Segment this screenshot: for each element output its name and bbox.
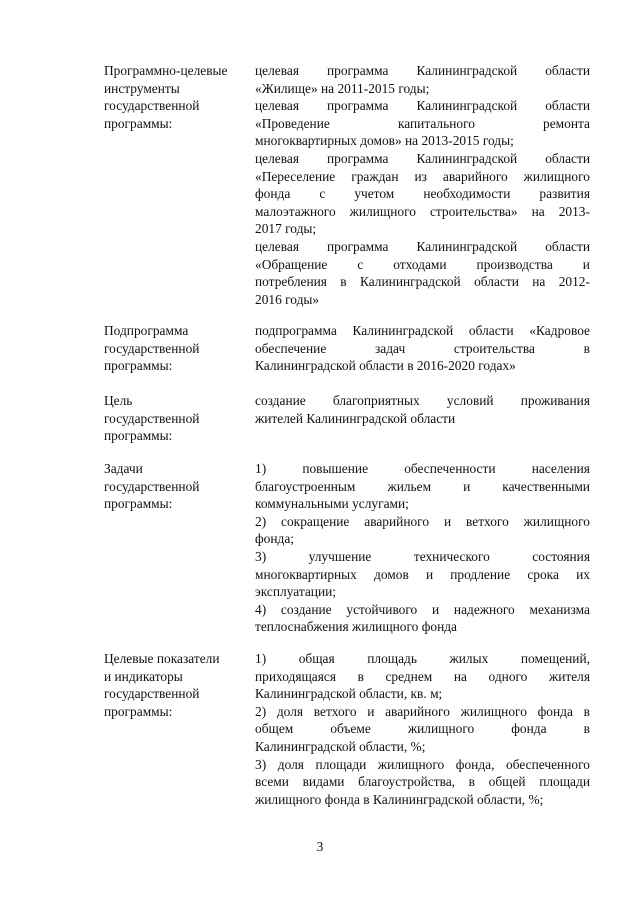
section-content [255, 460, 590, 636]
label-line: государственной [104, 98, 200, 114]
word: программа [326, 238, 389, 254]
word: 2012- [558, 274, 590, 290]
content-line [255, 97, 590, 115]
word: создание [255, 393, 306, 408]
word: в [468, 774, 475, 790]
label-line: Целевые показатели [104, 651, 220, 666]
word: устойчивого [346, 601, 418, 617]
content-line [255, 668, 590, 686]
word: Калининградской [359, 274, 461, 290]
word: на [453, 668, 467, 684]
label-line: Цель [104, 393, 133, 408]
word: ремонта [543, 115, 590, 131]
word: обеспеченного [506, 756, 590, 772]
word: 3) [255, 756, 267, 772]
content-line [255, 650, 590, 668]
content-line [255, 601, 590, 619]
word: жителя [548, 668, 590, 684]
section-content [255, 322, 590, 375]
word: среднем [385, 668, 433, 684]
word: надежного [453, 601, 515, 617]
word: на [531, 203, 545, 219]
content-line [255, 168, 590, 186]
word: повышение [302, 461, 369, 476]
word: ветхого [466, 513, 509, 529]
word: 1) [255, 461, 267, 476]
label-line: программы: [104, 358, 173, 374]
page-number: 3 [316, 839, 324, 854]
word: жилищного [377, 756, 445, 772]
content-line: «Жилище» на 2011-2015 годы; [255, 80, 430, 96]
word: площадь [367, 651, 417, 666]
word: площади [315, 756, 367, 772]
word: сокращение [281, 513, 350, 529]
word: в [583, 703, 590, 719]
word: создание [280, 601, 332, 617]
word: объеме [330, 721, 371, 737]
word: ветхого [313, 703, 357, 719]
word: механизма [529, 601, 590, 617]
word: «Проведение [255, 115, 330, 131]
word: целевая [255, 238, 299, 254]
content-line [255, 756, 590, 774]
word: «Обращение [255, 256, 328, 272]
word: с [319, 186, 326, 202]
word: строительства [453, 340, 535, 356]
content-line [255, 566, 590, 584]
word: фонда [255, 186, 291, 202]
content-line [255, 185, 590, 203]
content-line: эксплуатации; [255, 584, 337, 600]
section-label [104, 460, 244, 513]
word: в [583, 340, 590, 356]
word: малоэтажного [255, 203, 336, 219]
word: аварийного [364, 513, 430, 529]
word: целевая [255, 150, 299, 166]
word: благоприятных [332, 393, 420, 408]
content-line: теплоснабжения жилищного фонда [255, 619, 457, 635]
content-line [255, 720, 590, 738]
label-line: программы: [104, 703, 173, 719]
content-line: Калининградской области, кв. м; [255, 686, 443, 702]
word: всеми [255, 774, 289, 790]
word: области [474, 274, 519, 290]
word: 2) [255, 513, 267, 529]
content-line: Калининградской области в 2016-2020 годах» [255, 358, 516, 374]
content-line: фонда; [255, 531, 295, 547]
content-line [255, 392, 590, 410]
section-content [255, 392, 590, 427]
section-content [255, 62, 590, 308]
word: общая [298, 651, 335, 666]
word: жилищного [407, 721, 475, 737]
word: капитального [397, 115, 475, 131]
content-line: жилищного фонда в Калининградской области, %; [255, 791, 544, 807]
word: области [545, 98, 590, 114]
word: жилищного [460, 703, 527, 719]
word: одного [488, 668, 528, 684]
word: жильем [387, 478, 432, 494]
word: области [545, 238, 590, 254]
word: общей [488, 774, 526, 790]
content-line [255, 478, 590, 496]
word: строительства» [429, 203, 518, 219]
word: 2013- [558, 203, 590, 219]
word: необходимости [423, 186, 511, 202]
word: общем [255, 721, 294, 737]
content-line [255, 238, 590, 256]
word: благоустройства, [358, 774, 456, 790]
word: доля [277, 756, 304, 772]
word: и [367, 703, 375, 719]
word: учетом [354, 186, 395, 202]
content-line: многоквартирных домов» на 2013-2015 годы; [255, 133, 514, 149]
word: аварийного [442, 168, 508, 184]
word: жилищного [349, 203, 416, 219]
label-line: программы: [104, 428, 173, 444]
word: Калининградской [416, 238, 518, 254]
word: граждан [351, 168, 399, 184]
word: в [357, 668, 364, 684]
content-line [255, 115, 590, 133]
word: Калининградской [352, 323, 454, 338]
word: проживания [520, 393, 590, 408]
word: помещений, [520, 651, 590, 666]
word: «Переселение [255, 168, 336, 184]
content-line: 2016 годы» [255, 291, 320, 307]
word: области [545, 63, 590, 78]
word: 2) [255, 703, 267, 719]
word: приходящаяся [255, 668, 337, 684]
word: в [583, 721, 590, 737]
word: целевая [255, 98, 299, 114]
word: целевая [255, 63, 299, 78]
label-line: государственной [104, 340, 200, 356]
word: 1) [255, 651, 267, 666]
label-line: Программно-целевые [104, 63, 228, 78]
word: жилищного [523, 168, 590, 184]
content-line [255, 703, 590, 721]
content-line [255, 62, 590, 80]
word: населения [531, 461, 590, 476]
label-line: программы: [104, 115, 173, 131]
section-label [104, 322, 244, 375]
word: срока [527, 566, 559, 582]
word: 4) [255, 601, 267, 617]
word: улучшение [308, 548, 372, 564]
content-line [255, 273, 590, 291]
word: технического [413, 548, 490, 564]
word: Калининградской [416, 150, 518, 166]
content-line: коммунальными услугами; [255, 496, 409, 512]
word: программа [326, 63, 389, 78]
word: домов [374, 566, 409, 582]
word: потребления [255, 274, 327, 290]
label-line: и индикаторы [104, 668, 183, 684]
content-line [255, 773, 590, 791]
content-line [255, 548, 590, 566]
section-label [104, 392, 244, 445]
word: развития [539, 186, 590, 202]
label-line: инструменты [104, 80, 180, 96]
word: области [468, 323, 514, 338]
word: программа [326, 98, 389, 114]
section-label [104, 650, 244, 720]
word: жилых [449, 651, 489, 666]
word: состояния [532, 548, 590, 564]
word: многоквартирных [255, 566, 357, 582]
content-line [255, 322, 590, 340]
word: области [545, 150, 590, 166]
word: и [443, 513, 452, 529]
label-line: программы: [104, 496, 173, 512]
word: обеспечение [255, 340, 327, 356]
word: площади [539, 774, 590, 790]
label-line: Задачи [104, 461, 143, 476]
content-line [255, 513, 590, 531]
word: в [340, 274, 347, 290]
word: Калининградской [416, 63, 518, 78]
word: благоустроенным [255, 478, 356, 494]
content-line: 2017 годы; [255, 221, 317, 237]
word: жилищного [523, 513, 590, 529]
label-line: государственной [104, 478, 200, 494]
content-line: Калининградской области, %; [255, 738, 426, 754]
label-line: государственной [104, 410, 200, 426]
word: качественными [502, 478, 590, 494]
word: производства [476, 256, 553, 272]
section-label [104, 62, 244, 132]
content-line [255, 460, 590, 478]
word: условий [446, 393, 494, 408]
word: видами [302, 774, 345, 790]
content-line [255, 203, 590, 221]
label-line: Подпрограмма [104, 323, 189, 338]
word: отходами [393, 256, 447, 272]
word: доля [276, 703, 304, 719]
label-line: государственной [104, 686, 200, 702]
word: фонда [537, 703, 573, 719]
word: фонда, [455, 756, 495, 772]
word: и [582, 256, 590, 272]
word: и [425, 566, 434, 582]
word: с [357, 256, 364, 272]
word: из [414, 168, 427, 184]
word: и [463, 478, 471, 494]
word: на [532, 274, 546, 290]
content-line: жителей Калининградской области [255, 410, 456, 426]
word: обеспеченности [404, 461, 496, 476]
word: программа [326, 150, 389, 166]
word: «Кадровое [529, 323, 590, 338]
word: 3) [255, 548, 267, 564]
word: задач [375, 340, 406, 356]
word: и [431, 601, 440, 617]
word: их [576, 566, 590, 582]
word: продление [450, 566, 511, 582]
word: аварийного [385, 703, 450, 719]
word: Калининградской [416, 98, 518, 114]
content-line [255, 256, 590, 274]
section-content [255, 650, 590, 808]
word: подпрограмма [255, 323, 337, 338]
content-line [255, 340, 590, 358]
word: фонда [511, 721, 547, 737]
content-line [255, 150, 590, 168]
